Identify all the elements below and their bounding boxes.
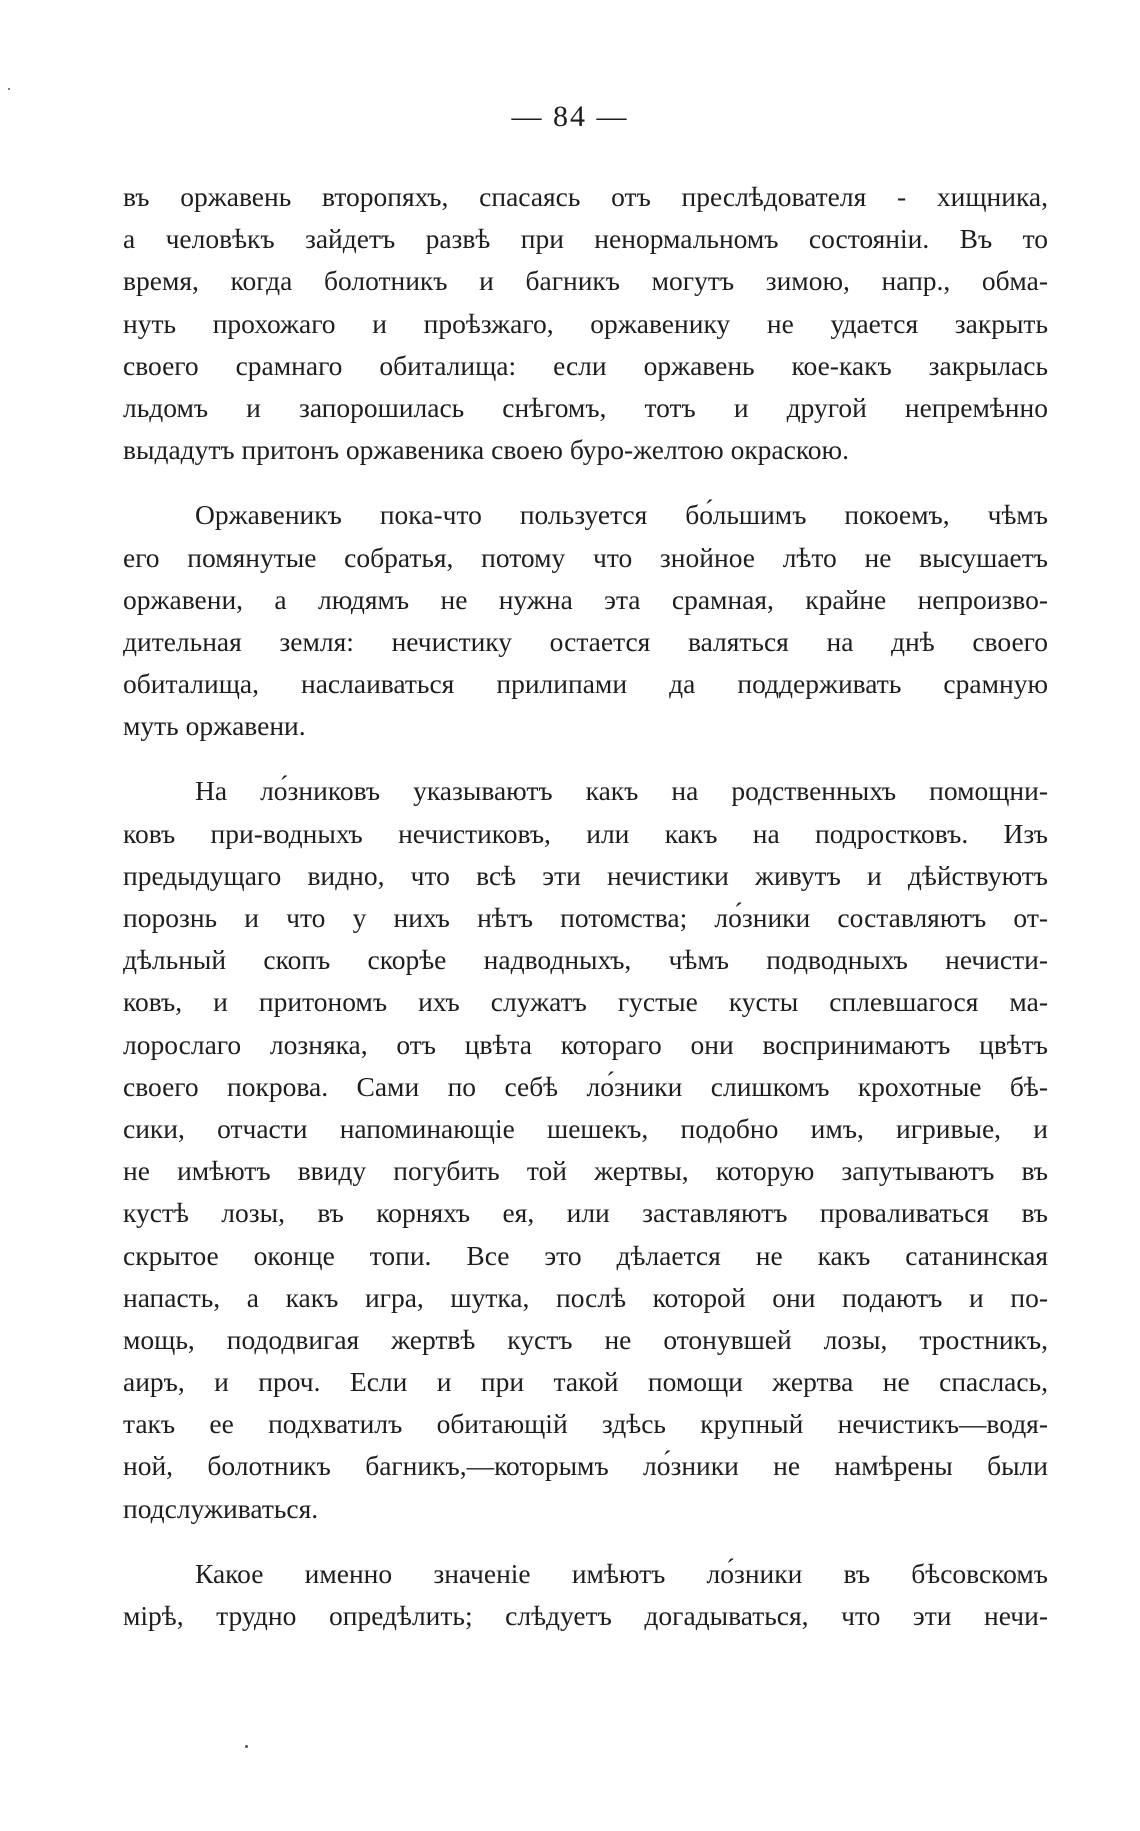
text-line: нуть прохожаго и проѣзжаго, оржавенику не удается закрыть (123, 307, 1048, 339)
text-line: порознь и что у нихъ нѣтъ потомства; ло́зники составляютъ от- (123, 902, 1048, 933)
text-line: оржавени, а людямъ не нужна эта срамная, крайне непроизво- (123, 583, 1048, 615)
scan-speck (245, 1745, 248, 1748)
text-line: льдомъ и запорошилась снѣгомъ, тотъ и другой непремѣнно (123, 391, 1048, 423)
text-line: мірѣ, трудно опредѣлить; слѣдуетъ догадываться, что эти нечи- (123, 1600, 1048, 1631)
text-line: скрытое оконце топи. Все это дѣлается не какъ сатанинская (123, 1239, 1048, 1271)
page-number: — 84 — (511, 100, 629, 133)
text-line: Какое именно значеніе имѣютъ ло́зники въ бѣсовскомъ (195, 1557, 1048, 1589)
text-line: мощь, пододвигая жертвѣ кустъ не отонувшей лозы, тростникъ, (123, 1323, 1048, 1355)
text-line: Оржавеникъ пока-что пользуется бо́льшимъ покоемъ, чѣмъ (195, 499, 1048, 531)
paragraph (123, 176, 1048, 471)
text-line: ковъ при-водныхъ нечистиковъ, или какъ на подростковъ. Изъ (123, 817, 1048, 849)
text-line: выдадутъ притонъ оржавеника своею буро-желтою окраскою. (123, 434, 849, 466)
text-line: въ оржавень второпяхъ, спасаясь отъ преслѣдователя - хищника, (123, 181, 1048, 212)
text-line: а человѣкъ зайдетъ развѣ при ненормальномъ состояніи. Въ то (123, 223, 1048, 255)
text-line: своего срамнаго обиталища: если оржавень кое-какъ закрылась (123, 349, 1048, 381)
text-line: ной, болотникъ багникъ,—которымъ ло́зники не намѣрены были (123, 1450, 1048, 1482)
paragraph (123, 1553, 1048, 1637)
text-line: такъ ее подхватилъ обитающій здѣсь крупный нечистикъ—водя- (123, 1408, 1048, 1440)
text-line: обиталища, наслаиваться прилипами да поддерживать срамную (123, 668, 1048, 700)
body-text (123, 176, 1048, 1637)
scan-speck (8, 88, 10, 90)
text-line: муть оржавени. (123, 710, 306, 742)
text-line: дительная земля: нечистику остается валяться на днѣ своего (123, 625, 1048, 657)
text-line: сики, отчасти напоминающіе шешекъ, подобно имъ, игривые, и (123, 1112, 1048, 1144)
text-line: На ло́зниковъ указываютъ какъ на родственныхъ помощни- (195, 775, 1048, 807)
text-line: время, когда болотникъ и багникъ могутъ зимою, напр., обма- (123, 265, 1048, 297)
text-line: своего покрова. Сами по себѣ ло́зники слишкомъ крохотные бѣ- (123, 1070, 1048, 1102)
text-line: напасть, а какъ игра, шутка, послѣ которой они подаютъ и по- (123, 1281, 1048, 1313)
text-line: аиръ, и проч. Если и при такой помощи жертва не спаслась, (123, 1366, 1048, 1398)
paragraph (123, 494, 1048, 747)
paragraph (123, 770, 1048, 1529)
text-line: лорослаго лозняка, отъ цвѣта котораго они воспринимаютъ цвѣтъ (123, 1028, 1048, 1060)
text-line: ковъ, и притономъ ихъ служатъ густые кусты сплевшагося ма- (123, 986, 1048, 1018)
text-line: его помянутые собратья, потому что знойное лѣто не высушаетъ (123, 541, 1048, 573)
text-line: подслуживаться. (123, 1492, 319, 1524)
text-line: предыдущаго видно, что всѣ эти нечистики живутъ и дѣйствуютъ (123, 859, 1048, 891)
text-line: не имѣютъ ввиду погубить той жертвы, которую запутываютъ въ (123, 1155, 1048, 1187)
text-line: дѣльный скопъ скорѣе надводныхъ, чѣмъ подводныхъ нечисти- (123, 944, 1048, 976)
text-line: кустѣ лозы, въ корняхъ ея, или заставляютъ проваливаться въ (123, 1197, 1048, 1229)
